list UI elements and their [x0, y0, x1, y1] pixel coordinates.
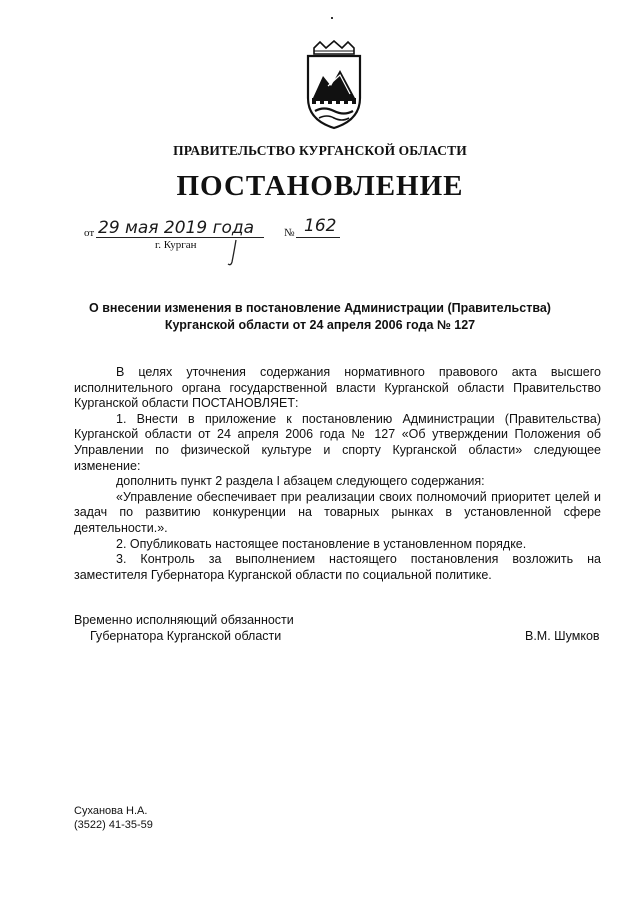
- item-1-quote-paragraph: «Управление обеспечивает при реализации своих полномочий приоритет целей и задач по развитию конкуренции на товарных рынках в установленной сфере деятельности.».: [74, 489, 601, 535]
- government-name: ПРАВИТЕЛЬСТВО КУРГАНСКОЙ ОБЛАСТИ: [173, 143, 467, 158]
- handwritten-number: 162: [304, 216, 337, 236]
- signatory-title-line-2: Губернатора Курганской области: [90, 628, 282, 643]
- contact-phone: (3522) 41-35-59: [74, 819, 153, 831]
- signatory-title: [74, 613, 294, 644]
- number-label: №: [284, 227, 295, 239]
- document-type-title: ПОСТАНОВЛЕНИЕ: [176, 170, 464, 202]
- number-underline: [296, 237, 340, 238]
- contact-block: [74, 804, 153, 832]
- handwritten-stroke: [226, 238, 240, 268]
- intro-paragraph: В целях уточнения содержания нормативного правового акта высшего исполнительного органа государственной власти Курганской области Правительство Курганской области ПОСТАНОВЛЯЕТ:: [74, 365, 601, 411]
- handwritten-date: 29 мая 2019 года: [98, 218, 255, 238]
- item-1-sub-paragraph: дополнить пункт 2 раздела I абзацем следующего содержания:: [116, 474, 485, 489]
- subject-line-2: Курганской области от 24 апреля 2006 года № 127: [164, 318, 476, 332]
- signatory-title-line-1: Временно исполняющий обязанности: [74, 613, 294, 627]
- contact-author: Суханова Н.А.: [74, 805, 148, 817]
- item-1-paragraph: 1. Внести в приложение к постановлению Администрации (Правительства) Курганской области от 24 апреля 2006 года № 127 «Об утверждении Положения об Управлении по физической культуре и спорту Курганской области» следующее изменение:: [74, 411, 601, 473]
- date-from-label: от: [84, 227, 95, 239]
- document-subject: [80, 300, 560, 334]
- item-2-paragraph: 2. Опубликовать настоящее постановление в установленном порядке.: [116, 536, 527, 551]
- city-label: г. Курган: [155, 239, 197, 251]
- document-body: [74, 365, 601, 583]
- signatory-name: В.М. Шумков: [525, 629, 600, 643]
- item-3-paragraph: 3. Контроль за выполнением настоящего постановления возложить на заместителя Губернатора Курганской области по социальной политике.: [74, 552, 601, 582]
- kurgan-oblast-coat-of-arms-icon: [300, 40, 368, 132]
- subject-line-1: О внесении изменения в постановление Администрации (Правительства): [89, 301, 551, 315]
- scan-speck: [331, 17, 333, 19]
